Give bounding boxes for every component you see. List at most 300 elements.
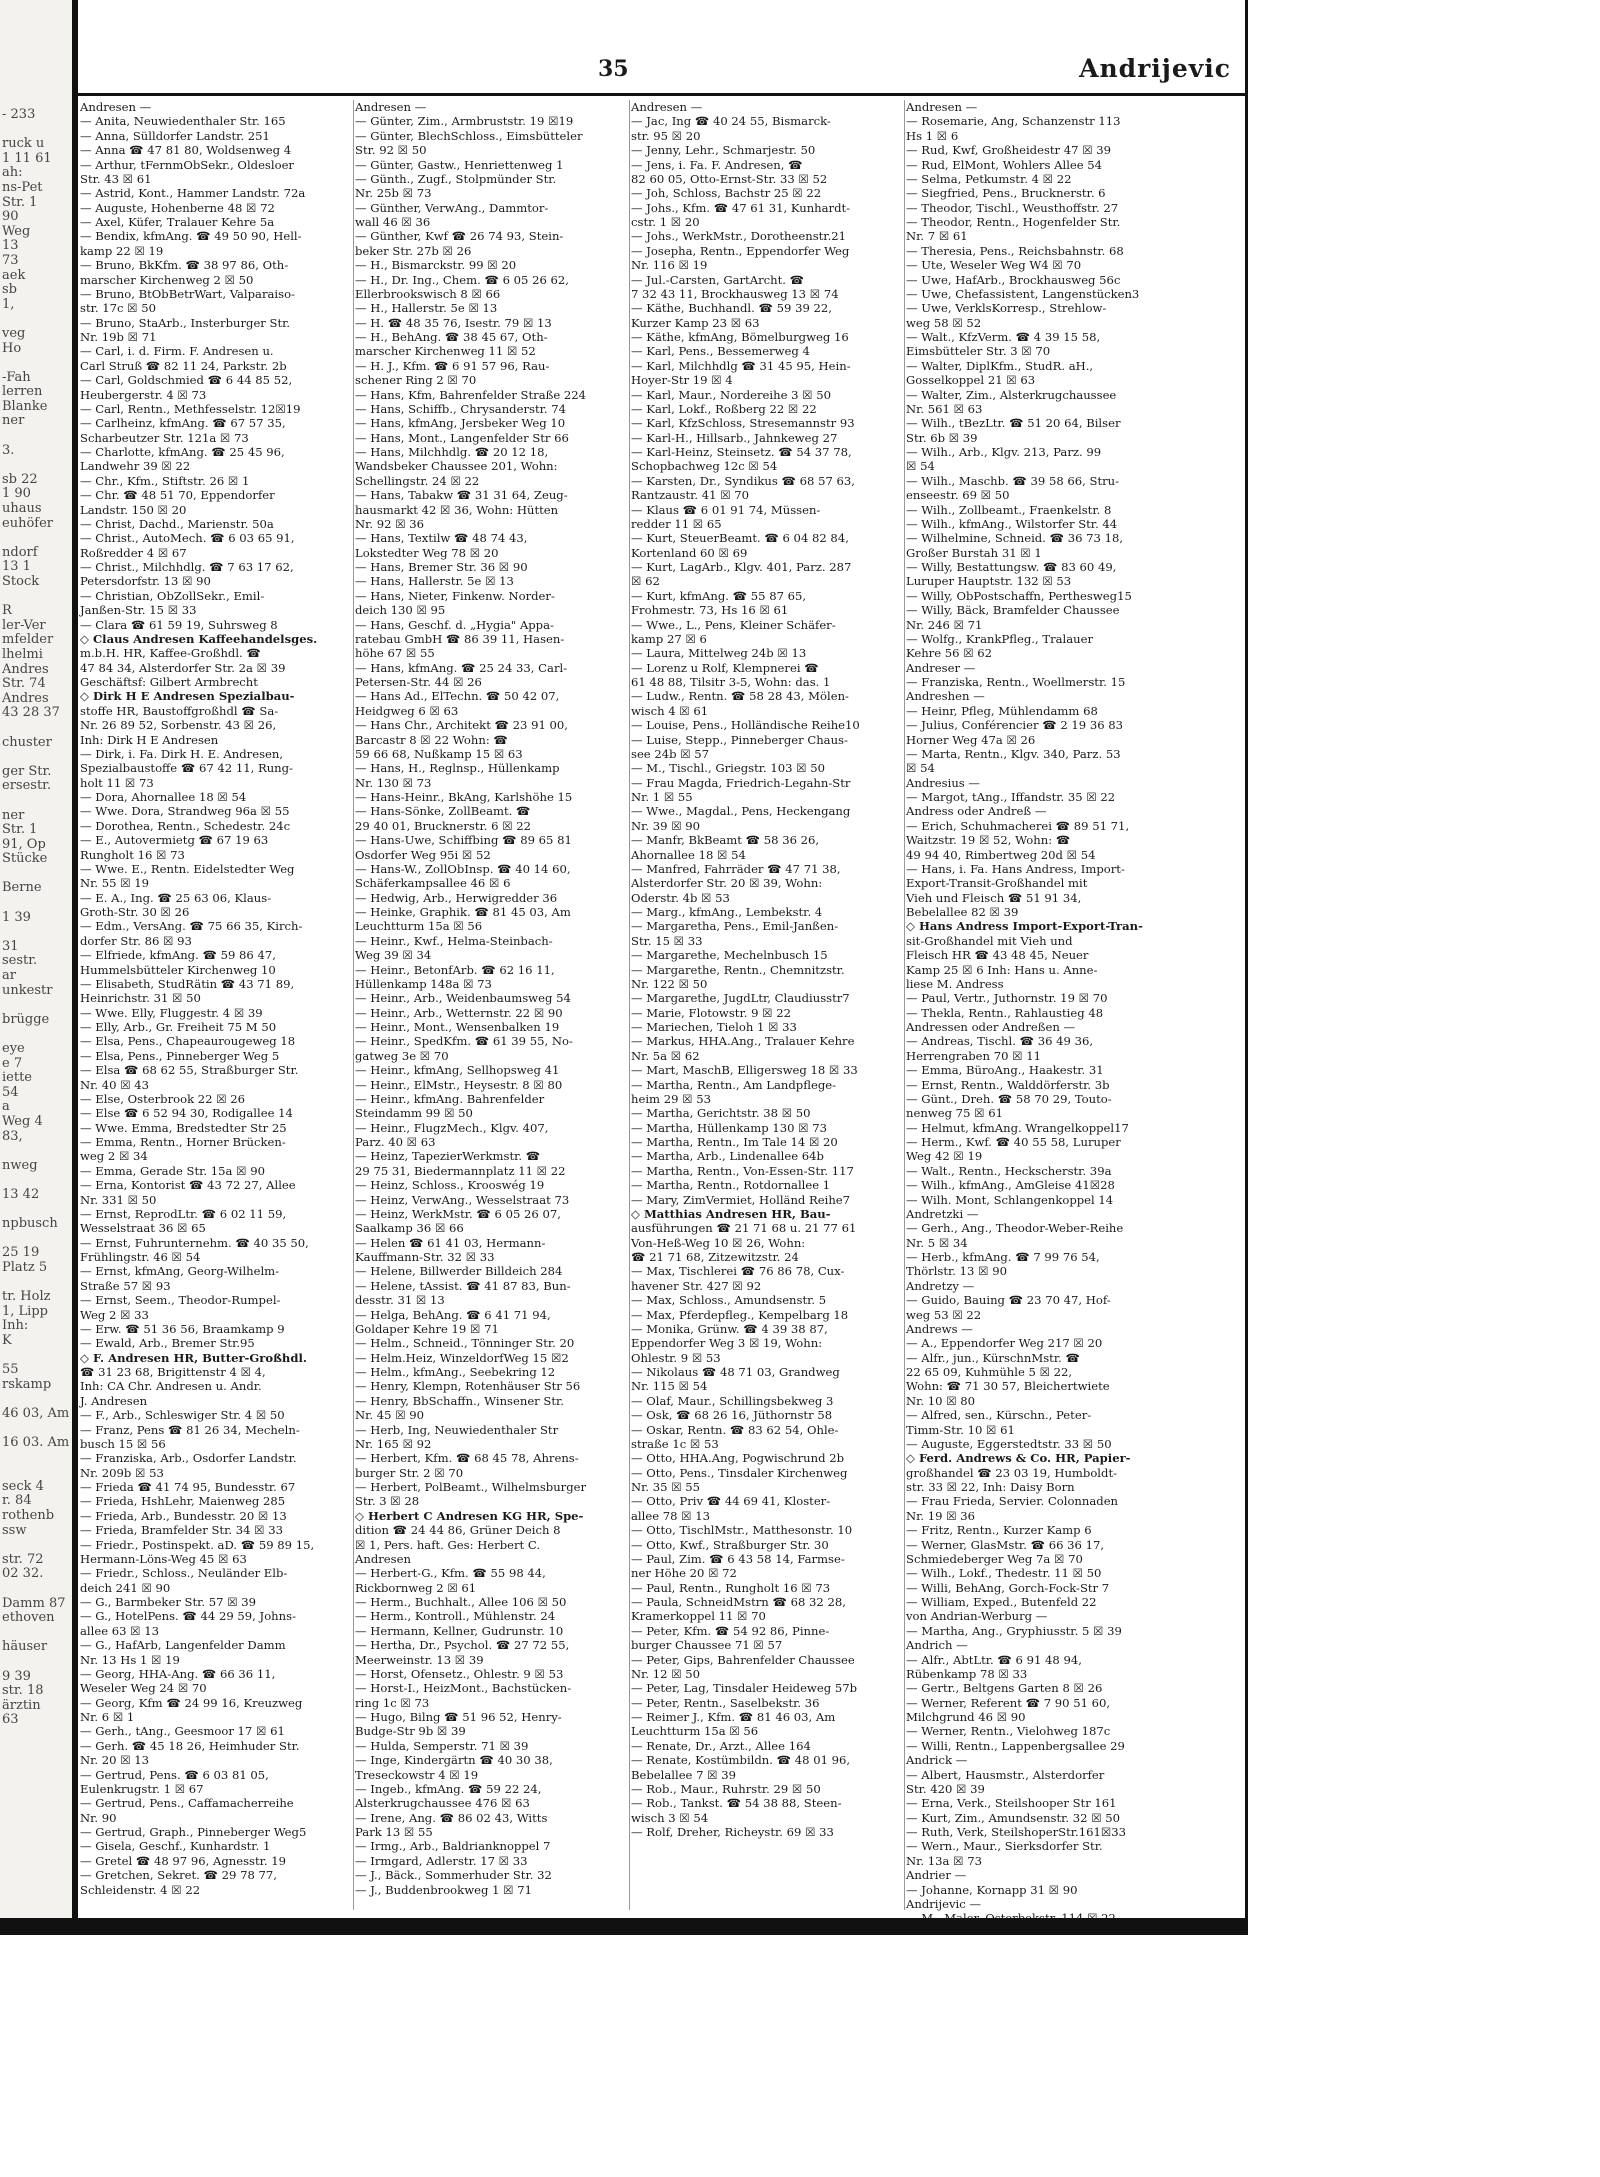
directory-entry-line: — Heinr., Kwf., Helma-Steinbach- [355, 933, 553, 948]
directory-entry-line: Weg 39 ☒ 34 [355, 948, 432, 963]
directory-entry-line: Schleidenstr. 4 ☒ 22 [80, 1882, 201, 1897]
directory-entry-line: — Paul, Zim. ☎ 6 43 58 14, Farmse- [631, 1551, 845, 1566]
directory-entry-line: Saalkamp 36 ☒ 66 [355, 1221, 464, 1236]
directory-entry-line: Wesselstraat 36 ☒ 65 [80, 1221, 206, 1236]
directory-entry-line: — Willy, ObPostschaffn, Perthesweg15 [906, 588, 1132, 603]
directory-entry-line: Hüllenkamp 148a ☒ 73 [355, 976, 492, 991]
directory-entry-line: — Günter, Gastw., Henriettenweg 1 [355, 157, 564, 172]
margin-fragment [2, 1626, 70, 1641]
margin-fragment: 13 42 [2, 1186, 40, 1202]
directory-entry-line: Groth-Str. 30 ☒ 26 [80, 905, 190, 919]
directory-entry-line: — Joh, Schloss, Bachstr 25 ☒ 22 [631, 186, 822, 201]
directory-entry-line: — Elsa, Pens., Pinneberger Weg 5 [80, 1048, 280, 1063]
directory-entry-line: — Martha, Arb., Lindenallee 64b [631, 1149, 824, 1164]
directory-entry-line: — Herbert, Kfm. ☎ 68 45 78, Ahrens- [355, 1451, 579, 1466]
directory-entry-line: — Peter, Lag, Tinsdaler Heideweg 57b [631, 1681, 857, 1696]
margin-fragment: str. 18 [2, 1683, 44, 1699]
directory-entry-line: dorfer Str. 86 ☒ 93 [80, 933, 192, 948]
directory-entry-line: — Ernst, ReprodLtr. ☎ 6 02 11 59, [80, 1206, 287, 1221]
directory-entry-line: Export-Transit-Großhandel mit [906, 876, 1088, 891]
margin-fragment [2, 590, 70, 605]
directory-entry-line: — Uwe, VerklsKorresp., Strehlow- [906, 301, 1107, 316]
margin-fragment: ler-Ver [2, 617, 46, 633]
directory-entry-line: — Christian, ObZollSekr., Emil- [80, 588, 265, 603]
directory-entry-line: — Klaus ☎ 6 01 91 74, Müssen- [631, 502, 821, 517]
directory-entry-line: Inh: Dirk H E Andresen [80, 732, 219, 747]
directory-entry-line: Parz. 40 ☒ 63 [355, 1135, 436, 1149]
directory-entry-line: — Georg, Kfm ☎ 24 99 16, Kreuzweg [80, 1695, 303, 1710]
directory-entry-line: Schäferkampsallee 46 ☒ 6 [355, 876, 511, 891]
directory-entry-line: — Karl, KfzSchloss, Stresemannstr 93 [631, 416, 855, 431]
margin-fragment: Platz 5 [2, 1259, 48, 1275]
directory-entry-line: — Werner, Rentn., Vielohweg 187c [906, 1724, 1111, 1739]
directory-entry-line: — Wilh., Maschb. ☎ 39 58 66, Stru- [906, 473, 1120, 488]
margin-fragment: 55 [2, 1362, 19, 1378]
margin-fragment: K [2, 1332, 12, 1348]
directory-entry-line: — Otto, HHA.Ang, Pogwischrund 2b [631, 1451, 845, 1466]
directory-entry-line: — Else, Osterbrook 22 ☒ 26 [80, 1091, 246, 1106]
directory-entry-line: — Manfr, BkBeamt ☎ 58 36 26, [631, 833, 820, 848]
margin-fragment: 1 90 [2, 486, 31, 502]
directory-entry-line: — Lorenz u Rolf, Klempnerei ☎ [631, 660, 819, 675]
directory-entry-line: burger Chaussee 71 ☒ 57 [631, 1638, 783, 1653]
directory-entry-line: marscher Kirchenweg 11 ☒ 52 [355, 344, 536, 359]
margin-fragment [2, 1144, 70, 1159]
directory-entry-line: Luruper Hauptstr. 132 ☒ 53 [906, 574, 1072, 589]
directory-entry-line: — Friedr., Schloss., Neuländer Elb- [80, 1566, 288, 1581]
margin-fragment: brügge [2, 1011, 50, 1027]
directory-entry-line: Nr. 19 ☒ 36 [906, 1508, 976, 1523]
directory-entry-line: — Andreas, Tischl. ☎ 36 49 36, [906, 1034, 1094, 1049]
directory-entry-line: Weg 42 ☒ 19 [906, 1149, 983, 1164]
margin-fragment: 02 32. [2, 1566, 44, 1582]
directory-entry-line: 49 94 40, Rimbertweg 20d ☒ 54 [906, 847, 1096, 862]
margin-fragment: Andres [2, 661, 49, 677]
directory-entry-line: — Albert, Hausmstr., Alsterdorfer [906, 1767, 1105, 1782]
directory-entry-line: — Heinr., SpedKfm. ☎ 61 39 55, No- [355, 1034, 573, 1049]
directory-entry-line: — Julius, Conférencier ☎ 2 19 36 83 [906, 718, 1124, 733]
directory-entry-line: — Theodor, Rentn., Hogenfelder Str. [906, 215, 1121, 229]
margin-fragment: sb [2, 282, 17, 298]
directory-entry-line: Hummelsbütteler Kirchenweg 10 [80, 962, 276, 977]
directory-entry-line: Andresen — [80, 100, 152, 114]
directory-entry-line: — Paul, Rentn., Rungholt 16 ☒ 73 [631, 1580, 831, 1595]
directory-entry-line: Thörlstr. 13 ☒ 90 [906, 1264, 1007, 1279]
margin-fragment: ndorf [2, 544, 38, 560]
directory-entry-line: — J., Bäck., Sommerhuder Str. 32 [355, 1868, 552, 1883]
directory-entry-line: Kurzer Kamp 23 ☒ 63 [631, 315, 760, 330]
directory-entry-line: — Jul.-Carsten, GartArcht. ☎ [631, 272, 805, 287]
directory-entry-line: — Willy, Bestattungsw. ☎ 83 60 49, [906, 560, 1117, 574]
directory-entry-line: — Gretel ☎ 48 97 96, Agnesstr. 19 [80, 1853, 287, 1868]
directory-entry-line: weg 2 ☒ 34 [80, 1149, 148, 1164]
directory-entry-line: — Max, Pferdepfleg., Kempelbarg 18 [631, 1307, 849, 1322]
directory-entry-line: — Hedwig, Arb., Herwigredder 36 [355, 890, 558, 905]
directory-entry-line: see 24b ☒ 57 [631, 746, 710, 761]
directory-entry-line: — Astrid, Kont., Hammer Landstr. 72a [80, 186, 306, 201]
directory-entry-line: — Edm., VersAng. ☎ 75 66 35, Kirch- [80, 919, 303, 934]
directory-entry-line: Carl Struß ☎ 82 11 24, Parkstr. 2b [80, 358, 287, 373]
directory-entry-line: — Heinz, VerwAng., Wesselstraat 73 [355, 1192, 570, 1207]
directory-entry-line: sit-Großhandel mit Vieh und [906, 933, 1073, 948]
margin-fragment: Berne [2, 880, 42, 896]
margin-fragment [2, 312, 70, 327]
margin-fragment: - 233 [2, 107, 36, 122]
margin-fragment: str. 72 [2, 1551, 44, 1567]
directory-entry-line: — Ludw., Rentn. ☎ 58 28 43, Mölen- [631, 689, 849, 704]
directory-entry-line: — Max, Tischlerei ☎ 76 86 78, Cux- [631, 1264, 845, 1279]
margin-fragment: ssw [2, 1522, 27, 1538]
column-separator [629, 100, 630, 1910]
directory-entry-line: Petersdorfstr. 13 ☒ 90 [80, 574, 211, 589]
margin-fragment [2, 429, 70, 444]
directory-entry-line: — Karl, Pens., Bessemerweg 4 [631, 344, 810, 359]
directory-entry-line: — Gerh., tAng., Geesmoor 17 ☒ 61 [80, 1724, 285, 1739]
directory-entry-line: heim 29 ☒ 53 [631, 1091, 711, 1106]
directory-entry-line: marscher Kirchenweg 2 ☒ 50 [80, 272, 254, 287]
directory-entry-line: ☎ 21 71 68, Zitzewitzstr. 24 [631, 1250, 799, 1264]
margin-fragment: Stücke [2, 851, 48, 867]
directory-entry-line: — Heinz, WerkMstr. ☎ 6 05 26 07, [355, 1206, 561, 1221]
margin-fragment: ger Str. [2, 763, 52, 779]
directory-entry-line: — Hans-Uwe, Schiffbing ☎ 89 65 81 [355, 833, 572, 848]
directory-entry-line: Andreshen — [906, 689, 985, 704]
directory-entry-line: — M., Tischl., Griegstr. 103 ☒ 50 [631, 761, 826, 776]
directory-entry-line: — Walt., KfzVerm. ☎ 4 39 15 58, [906, 330, 1101, 344]
directory-entry-line: — Olaf, Maur., Schillingsbekweg 3 [631, 1393, 834, 1408]
directory-entry-line: wall 46 ☒ 36 [355, 215, 431, 229]
directory-entry-line: Str. 3 ☒ 28 [355, 1494, 420, 1509]
directory-entry-line: — Helmut, kfmAng. Wrangelkoppel17 [906, 1120, 1129, 1135]
directory-entry-line: — Otto, TischlMstr., Matthesonstr. 10 [631, 1523, 853, 1538]
directory-entry-line: Andretzki — [906, 1206, 979, 1221]
directory-entry-line: — Anna, Sülldorfer Landstr. 251 [80, 128, 270, 143]
directory-entry-line: — Gertrud, Pens. ☎ 6 03 81 05, [80, 1767, 269, 1782]
directory-entry-line: — Rud, ElMont, Wohlers Allee 54 [906, 157, 1103, 172]
column-3 [631, 100, 903, 1910]
directory-entry-line: Andressen oder Andreßen — [906, 1020, 1076, 1034]
margin-fragment: Blanke [2, 398, 48, 414]
margin-fragment: 54 [2, 1084, 19, 1100]
page-header [78, 56, 1245, 92]
directory-entry-line: — Herb, Ing, Neuwiedenthaler Str [355, 1422, 559, 1437]
directory-entry-line: Str. 420 ☒ 39 [906, 1781, 985, 1796]
directory-entry-line: str. 33 ☒ 22, Inh: Daisy Born [906, 1480, 1075, 1494]
directory-entry-line: — Wilh., Zollbeamt., Fraenkelstr. 8 [906, 502, 1112, 517]
margin-fragment: 83, [2, 1128, 23, 1144]
directory-entry-line: — Alfr., jun., KürschnMstr. ☎ [906, 1350, 1080, 1365]
directory-entry-line: Leuchtturm 15a ☒ 56 [631, 1724, 759, 1739]
directory-entry-line: — Herbert, PolBeamt., Wilhelmsburger [355, 1480, 587, 1494]
directory-entry-line: großhandel ☎ 23 03 19, Humboldt- [906, 1465, 1118, 1480]
directory-entry-line: schener Ring 2 ☒ 70 [355, 373, 477, 388]
directory-entry-line: 29 75 31, Biedermannplatz 11 ☒ 22 [355, 1163, 566, 1178]
margin-fragment: Str. 1 [2, 194, 38, 210]
directory-entry-line: Nr. 55 ☒ 19 [80, 876, 150, 891]
margin-fragment: uhaus [2, 501, 42, 517]
directory-entry-line: Janßen-Str. 15 ☒ 33 [80, 603, 197, 618]
directory-entry-line: — Heinz, Schloss., Krooswég 19 [355, 1178, 545, 1193]
directory-entry-line: Nr. 13a ☒ 73 [906, 1853, 982, 1868]
directory-entry-line: — Carl, Goldschmied ☎ 6 44 85 52, [80, 373, 293, 388]
directory-entry-line: — Heinz, TapezierWerkmstr. ☎ [355, 1149, 541, 1164]
directory-entry-line: — Rob., Tankst. ☎ 54 38 88, Steen- [631, 1796, 842, 1811]
directory-entry-line: — Dorothea, Rentn., Schedestr. 24c [80, 818, 291, 833]
directory-entry-line: Eimsbütteler Str. 3 ☒ 70 [906, 344, 1051, 359]
directory-entry-line: Eulenkrugstr. 1 ☒ 67 [80, 1781, 204, 1796]
directory-entry-line: — Friedr., Postinspekt. aD. ☎ 59 89 15, [80, 1537, 315, 1552]
directory-entry-line: — Peter, Kfm. ☎ 54 92 86, Pinne- [631, 1623, 830, 1638]
directory-entry-line: Nr. 122 ☒ 50 [631, 976, 708, 991]
directory-entry-line: Ohlestr. 9 ☒ 53 [631, 1350, 721, 1365]
margin-fragment: 91, Op [2, 836, 46, 852]
directory-entry-line: — Hans, H., Reglnsp., Hüllenkamp [355, 761, 560, 776]
margin-fragment: 9 39 [2, 1668, 31, 1684]
directory-entry-line: — Ernst, Rentn., Walddörferstr. 3b [906, 1077, 1110, 1092]
directory-entry-line: — Martha, Ang., Gryphiusstr. 5 ☒ 39 [906, 1623, 1122, 1638]
margin-fragment: 3. [2, 442, 15, 458]
directory-entry-line: — Heinr., FlugzMech., Klgv. 407, [355, 1120, 549, 1135]
directory-entry-line: busch 15 ☒ 56 [80, 1436, 166, 1451]
directory-entry-line: Gosselkoppel 21 ☒ 63 [906, 373, 1036, 388]
directory-entry-line: — Rolf, Dreher, Richeystr. 69 ☒ 33 [631, 1825, 834, 1839]
directory-entry-line: — H. J., Kfm. ☎ 6 91 57 96, Rau- [355, 358, 550, 373]
directory-entry-line: — Hans, Tabakw ☎ 31 31 64, Zeug- [355, 488, 568, 503]
margin-fragment [2, 794, 70, 809]
directory-entry-line: Kramerkoppel 11 ☒ 70 [631, 1609, 766, 1624]
directory-entry-line: Bebelallee 82 ☒ 39 [906, 905, 1019, 919]
directory-entry-line: — Gertrud, Graph., Pinneberger Weg5 [80, 1825, 307, 1839]
margin-fragment [2, 1348, 70, 1363]
directory-entry-line: — Nikolaus ☎ 48 71 03, Grandweg [631, 1365, 840, 1379]
directory-entry-line: Nr. 6 ☒ 1 [80, 1710, 135, 1724]
directory-entry-line: — Siegfried, Pens., Brucknerstr. 6 [906, 186, 1106, 201]
margin-fragment: häuser [2, 1639, 48, 1655]
directory-entry-line: — J., Buddenbrookweg 1 ☒ 71 [355, 1882, 532, 1897]
directory-entry-line: Geschäftsf: Gilbert Armbrecht [80, 675, 258, 689]
directory-entry-line: — Hans-Heinr., BkAng, Karlshöhe 15 [355, 790, 573, 804]
margin-fragment: 13 [2, 238, 19, 254]
directory-entry-line: Str. 15 ☒ 33 [631, 933, 703, 948]
directory-entry-line: — Emma, Rentn., Horner Brücken- [80, 1135, 286, 1149]
directory-entry-line: — Renate, Kostümbildn. ☎ 48 01 96, [631, 1753, 851, 1768]
directory-entry-line: — Wern., Maur., Sierksdorfer Str. [906, 1839, 1103, 1854]
directory-entry-line: Hermann-Löns-Weg 45 ☒ 63 [80, 1551, 247, 1566]
directory-entry-line: — Wwe. Elly, Fluggestr. 4 ☒ 39 [80, 1005, 263, 1020]
directory-entry-line: ☎ 31 23 68, Brigittenstr 4 ☒ 4, [80, 1365, 266, 1379]
directory-entry-line: — Elsa ☎ 68 62 55, Straßburger Str. [80, 1063, 299, 1078]
directory-entry-line: — Willi, BehAng, Gorch-Fock-Str 7 [906, 1580, 1110, 1595]
directory-entry-line: cstr. 1 ☒ 20 [631, 215, 700, 229]
margin-fragment: Stock [2, 574, 40, 589]
directory-entry-line: Nr. 90 [80, 1810, 117, 1825]
directory-entry-line: — Rob., Maur., Ruhrstr. 29 ☒ 50 [631, 1781, 821, 1796]
margin-fragment: veg [2, 325, 26, 341]
margin-fragment [2, 1232, 70, 1247]
directory-entry-line: Nr. 40 ☒ 43 [80, 1077, 150, 1092]
directory-entry-line: — Margot, tAng., Iffandstr. 35 ☒ 22 [906, 790, 1116, 804]
directory-entry-line: Nr. 1 ☒ 55 [631, 790, 693, 804]
directory-entry-line: Andrier — [906, 1868, 967, 1883]
directory-entry-line: — Gertr., Beltgens Garten 8 ☒ 26 [906, 1681, 1103, 1696]
directory-entry-line: Andrews — [906, 1321, 973, 1336]
directory-entry-line: — Käthe, kfmAng, Bömelburgweg 16 [631, 330, 849, 344]
margin-fragment: 13 1 [2, 559, 31, 575]
directory-entry-line: hausmarkt 42 ☒ 36, Wohn: Hütten [355, 502, 559, 517]
directory-entry-line: Osdorfer Weg 95i ☒ 52 [355, 847, 491, 862]
column-separator [904, 100, 905, 1910]
directory-entry-line: — Hans-Sönke, ZollBeamt. ☎ [355, 804, 531, 819]
column-2 [355, 100, 627, 1910]
directory-entry-line: Großer Burstah 31 ☒ 1 [906, 545, 1042, 560]
directory-entry-line: — Wwe., Magdal., Pens, Heckengang [631, 804, 851, 819]
directory-entry-line: Heubergerstr. 4 ☒ 73 [80, 387, 207, 402]
margin-fragment: ethoven [2, 1610, 55, 1626]
margin-fragment [2, 1203, 70, 1218]
directory-entry-line: Nr. 209b ☒ 53 [80, 1465, 164, 1480]
directory-entry-line: 82 60 05, Otto-Ernst-Str. 33 ☒ 52 [631, 171, 828, 186]
margin-fragment: sb 22 [2, 471, 38, 487]
previous-page-margin [0, 0, 72, 1935]
directory-entry-line: Nr. 45 ☒ 90 [355, 1408, 425, 1423]
directory-entry-line: — Selma, Petkumstr. 4 ☒ 22 [906, 171, 1072, 186]
margin-fragment: 25 19 [2, 1245, 40, 1261]
directory-entry-line: — Martha, Gerichtstr. 38 ☒ 50 [631, 1106, 811, 1121]
directory-entry-line: — Rosemarie, Ang, Schanzenstr 113 [906, 114, 1121, 129]
margin-fragment: eye [2, 1041, 25, 1056]
directory-entry-line: — Axel, Küfer, Tralauer Kehre 5a [80, 215, 275, 229]
margin-fragment: euhöfer [2, 515, 53, 531]
margin-fragment: Inh: [2, 1318, 29, 1334]
directory-entry-line: — Ingeb., kfmAng. ☎ 59 22 24, [355, 1781, 542, 1796]
directory-entry-line: — Gerh. ☎ 45 18 26, Heimhuder Str. [80, 1738, 300, 1753]
directory-entry-line: 7 32 43 11, Brockhausweg 13 ☒ 74 [631, 286, 839, 301]
margin-fragment: mfelder [2, 632, 54, 648]
margin-fragment [2, 1027, 70, 1042]
margin-fragment [2, 1451, 70, 1466]
directory-entry-line: — Christ, Dachd., Marienstr. 50a [80, 516, 274, 531]
directory-entry-line: — Dirk, i. Fa. Dirk H. E. Andresen, [80, 746, 284, 761]
directory-entry-line: — Hans Ad., ElTechn. ☎ 50 42 07, [355, 689, 560, 704]
directory-entry-line: Barcastr 8 ☒ 22 Wohn: ☎ [355, 732, 508, 747]
directory-entry-line: — Fritz, Rentn., Kurzer Kamp 6 [906, 1523, 1092, 1538]
directory-entry-line: — Heinr., Mont., Wensenbalken 19 [355, 1020, 560, 1034]
directory-entry-line: Heinrichstr. 31 ☒ 50 [80, 991, 201, 1006]
directory-entry-line: — Osk, ☎ 68 26 16, Jüthornstr 58 [631, 1408, 833, 1423]
margin-fragment: 90 [2, 209, 19, 225]
margin-fragment [2, 1655, 70, 1670]
directory-entry-line: — Margarethe, JugdLtr, Claudiusstr7 [631, 991, 850, 1006]
directory-entry-line: — Hans-W., ZollObInsp. ☎ 40 14 60, [355, 861, 571, 876]
directory-entry-line: — Auguste, Hohenberne 48 ☒ 72 [80, 200, 275, 215]
directory-entry-line: ring 1c ☒ 73 [355, 1695, 430, 1710]
directory-entry-line: Nr. 39 ☒ 90 [631, 818, 701, 833]
directory-entry-line: stoffe HR, Baustoffgroßhdl ☎ Sa- [80, 703, 279, 718]
directory-entry-line: Spezialbaustoffe ☎ 67 42 11, Rung- [80, 761, 293, 776]
directory-entry-line: — Marta, Rentn., Klgv. 340, Parz. 53 [906, 746, 1121, 761]
directory-entry-line: — Johanne, Kornapp 31 ☒ 90 [906, 1882, 1078, 1897]
directory-entry-line: — Hans, Milchhdlg. ☎ 20 12 18, [355, 445, 549, 459]
directory-entry-line: Goldaper Kehre 19 ☒ 71 [355, 1321, 499, 1336]
directory-entry-line: Andrich — [906, 1638, 968, 1653]
directory-entry-line: — Erw. ☎ 51 36 56, Braamkamp 9 [80, 1321, 285, 1336]
directory-entry-line: Horner Weg 47a ☒ 26 [906, 732, 1036, 747]
directory-entry-line: Rickbornweg 2 ☒ 61 [355, 1580, 477, 1595]
directory-entry-line: Hoyer-Str 19 ☒ 4 [631, 373, 733, 388]
margin-fragments [2, 108, 70, 1728]
directory-entry-line: — Erna, Verk., Steilshooper Str 161 [906, 1796, 1117, 1811]
margin-fragment: npbusch [2, 1216, 58, 1232]
directory-entry-line: — Günt., Dreh. ☎ 58 70 29, Touto- [906, 1091, 1112, 1106]
directory-entry-line: Str. 92 ☒ 50 [355, 143, 427, 158]
directory-entry-line: — Wilh., Lokf., Thedestr. 11 ☒ 50 [906, 1566, 1102, 1581]
margin-fragment [2, 1465, 70, 1480]
directory-entry-line: — Hulda, Semperstr. 71 ☒ 39 [355, 1738, 529, 1753]
directory-entry-line: Von-Heß-Weg 10 ☒ 26, Wohn: [631, 1235, 806, 1250]
directory-entry-line: — Karsten, Dr., Syndikus ☎ 68 57 63, [631, 473, 855, 488]
directory-entry-line: — Karl-H., Hillsarb., Jahnkeweg 27 [631, 430, 838, 445]
directory-entry-line: Nr. 19b ☒ 71 [80, 330, 157, 344]
directory-entry-line: Wandsbeker Chaussee 201, Wohn: [355, 459, 558, 474]
directory-entry-line: — Johs., WerkMstr., Dorotheenstr.21 [631, 229, 847, 244]
margin-fragment: e 7 [2, 1055, 23, 1071]
column-1 [80, 100, 352, 1910]
directory-entry-line: Oderstr. 4b ☒ 53 [631, 890, 730, 905]
directory-entry-line: — G., HafArb, Langenfelder Damm [80, 1638, 286, 1653]
directory-entry-line: Nr. 35 ☒ 55 [631, 1480, 701, 1494]
directory-entry-line: Nr. 25b ☒ 73 [355, 186, 432, 201]
directory-entry-line: — Karl, Lokf., Roßberg 22 ☒ 22 [631, 401, 817, 416]
directory-entry-line: Nr. 130 ☒ 73 [355, 775, 432, 790]
directory-entry-line: — Franziska, Arb., Osdorfer Landstr. [80, 1451, 297, 1466]
directory-entry-line: — Heinr., Arb., Weidenbaumsweg 54 [355, 991, 571, 1006]
directory-entry-line: Rantzaustr. 41 ☒ 70 [631, 488, 750, 503]
directory-entry-line: wisch 3 ☒ 54 [631, 1810, 709, 1825]
directory-entry-line: — Mary, ZimVermiet, Holländ Reihe7 [631, 1192, 851, 1207]
directory-entry-line: Andresen — [355, 100, 427, 114]
margin-fragment: 63 [2, 1712, 19, 1728]
margin-fragment: R [2, 603, 12, 619]
directory-entry-line: Inh: CA Chr. Andresen u. Andr. [80, 1379, 262, 1394]
margin-fragment [2, 1173, 70, 1188]
margin-fragment [2, 721, 70, 736]
margin-fragment: 46 03, Am [2, 1405, 70, 1421]
margin-fragment [2, 925, 70, 940]
directory-entry-line: Nr. 246 ☒ 71 [906, 617, 983, 632]
directory-entry-line: — Uwe, HafArb., Brockhausweg 56c [906, 272, 1121, 287]
directory-entry-line: — Günther, VerwAng., Dammtor- [355, 200, 549, 215]
directory-entry-line: — Mariechen, Tieloh 1 ☒ 33 [631, 1020, 797, 1034]
directory-entry-line: — Franziska, Rentn., Woellmerstr. 15 [906, 675, 1126, 689]
margin-fragment: ner [2, 413, 25, 429]
directory-entry-line: — E. A., Ing. ☎ 25 63 06, Klaus- [80, 890, 272, 905]
directory-entry-line: Ellerbrookswisch 8 ☒ 66 [355, 286, 501, 301]
directory-entry-line: — Jens, i. Fa. F. Andresen, ☎ [631, 157, 803, 172]
directory-entry-line: Milchgrund 46 ☒ 90 [906, 1710, 1026, 1724]
directory-entry-line: — Heinr., ElMstr., Heysestr. 8 ☒ 80 [355, 1077, 563, 1092]
directory-entry-line: — Christ., Milchhdlg. ☎ 7 63 17 62, [80, 560, 294, 574]
directory-entry-line: weg 53 ☒ 22 [906, 1307, 982, 1322]
margin-fragment: 1 11 61 [2, 150, 52, 166]
directory-entry-line: — Wilh., kfmAng., Wilstorfer Str. 44 [906, 516, 1118, 531]
directory-entry-line: Kauffmann-Str. 32 ☒ 33 [355, 1250, 495, 1264]
directory-entry-line: — E., Autovermietg ☎ 67 19 63 [80, 833, 269, 848]
directory-entry-line: — Renate, Dr., Arzt., Allee 164 [631, 1738, 811, 1753]
directory-entry-line: — Charlotte, kfmAng. ☎ 25 45 96, [80, 445, 285, 459]
directory-entry-line: Str. 6b ☒ 39 [906, 430, 978, 445]
directory-entry-line: — Paula, SchneidMstrn ☎ 68 32 28, [631, 1595, 846, 1609]
directory-entry-line: Nr. 10 ☒ 80 [906, 1393, 976, 1408]
